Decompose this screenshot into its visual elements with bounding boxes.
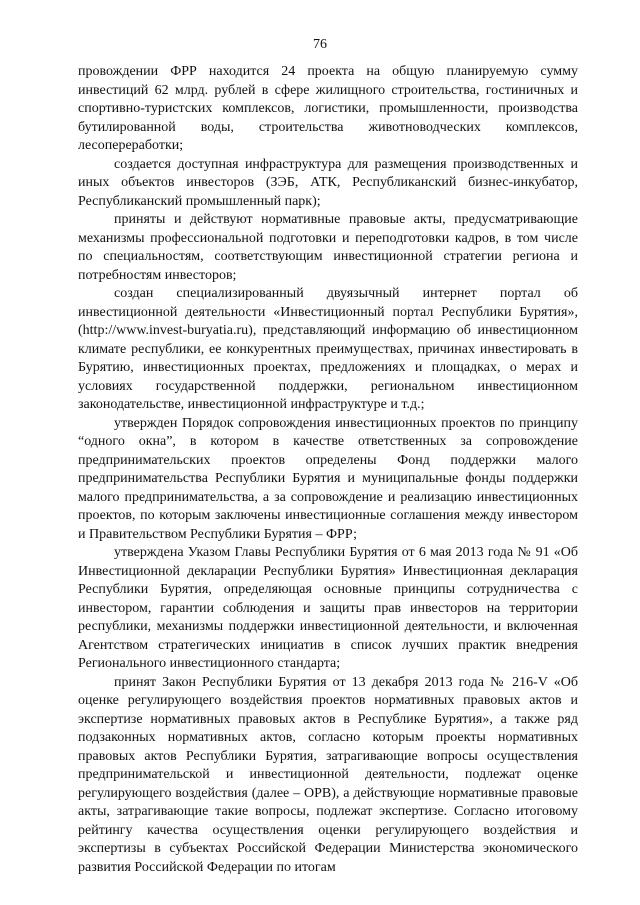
paragraph-one-window: утвержден Порядок сопровождения инвестиционных проектов по принципу “одного окна”, в котором в качестве ответственных за сопровождение предпринимательских проектов определены Фонд поддержки малого предпринимательства Республики Бурятия и муниципальные фонды поддержки малого предпринимательства, а за сопровождение и реализацию инвестиционных проектов, по которым заключены инвестиционные соглашения между инвестором и Правительством Республики Бурятия – ФРР; <box>78 415 578 542</box>
paragraph-infrastructure: создается доступная инфраструктура для размещения производственных и иных объектов инвесторов (ЗЭБ, АТК, Республиканский бизнес-инкубатор, Республиканский промышленный парк); <box>78 156 578 209</box>
paragraph-portal: создан специализированный двуязычный интернет портал об инвестиционной деятельности «Инвестиционный портал Республики Бурятия», (http://www.invest-buryatia.ru), представляющий информацию об инвестиционном климате республики, ее конкурентных преимуществах, причинах инвестировать в Бурятию, инвестиционных проектах, предложениях и площадках, о мерах и условиях государственной поддержки, региональном инвестиционном законодательстве, инвестиционной инфраструктуре и т.д.; <box>78 286 578 412</box>
paragraph-legal-acts: приняты и действуют нормативные правовые акты, предусматривающие механизмы профессиональной подготовки и переподготовки кадров, в том числе по специальностям, соответствующим инвестиционной стратегии региона и потребностям инвесторов; <box>78 212 578 283</box>
paragraph-continued: провождении ФРР находится 24 проекта на общую планируемую сумму инвестиций 62 млрд. рублей в сфере жилищного строительства, гостиничных и спортивно-туристских комплексов, логистики, промышленности, производства бутилированной воды, строительства животноводческих комплексов, лесопереработки; <box>78 64 578 153</box>
page-number: 76 <box>313 37 327 52</box>
document-body <box>78 63 578 877</box>
paragraph-law: принят Закон Республики Бурятия от 13 декабря 2013 года № 216-V «Об оценке регулирующего воздействия проектов нормативных правовых актов и экспертизе нормативных правовых актов в Республике Бурятия», а также ряд подзаконных нормативных актов, согласно которым проекты нормативных правовых актов Республики Бурятия, затрагивающие вопросы осуществления предпринимательской и инвестиционной деятельности, подлежат оценке регулирующего воздействия (далее – ОРВ), а действующие нормативные правовые акты, затрагивающие такие вопросы, подлежат экспертизе. Согласно итоговому рейтингу качества осуществления оценки регулирующего воздействия и экспертизы в субъектах Российской Федерации Министерства экономического развития Российской Федерации по итогам <box>78 674 578 875</box>
paragraph-declaration: утверждена Указом Главы Республики Бурятия от 6 мая 2013 года № 91 «Об Инвестиционной декларации Республики Бурятия» Инвестиционная декларация Республики Бурятия, определяющая основные принципы сотрудничества с инвестором, гарантии соблюдения и защиты прав инвесторов на территории республики, механизмы поддержки инвестиционной деятельности, и включенная Агентством стратегических инициатив в список лучших практик внедрения Регионального инвестиционного стандарта; <box>78 545 578 671</box>
